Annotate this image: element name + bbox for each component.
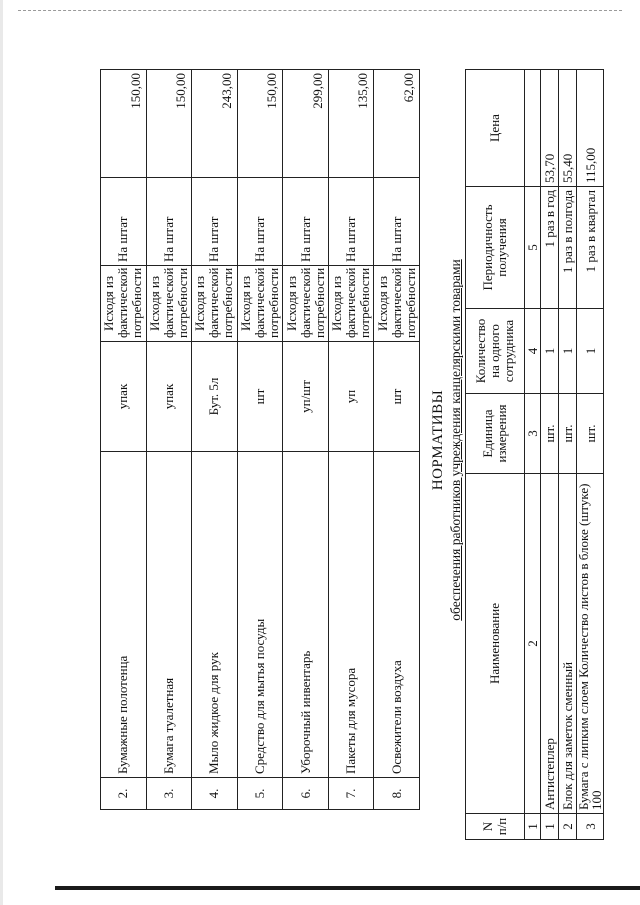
- item-norm: На штат: [374, 178, 420, 266]
- header-period: Периодичность получения: [466, 187, 525, 309]
- item-name: Пакеты для мусора: [328, 452, 374, 778]
- row-number: 3.: [146, 778, 192, 810]
- item-norm: На штат: [146, 178, 192, 266]
- item-basis-line: фактической: [160, 267, 176, 338]
- supplies-table: [100, 69, 420, 810]
- item-name: Уборочный инвентарь: [283, 452, 329, 778]
- item-basis-line: потребности: [311, 267, 327, 338]
- scan-top-border: [18, 10, 622, 11]
- index-num: 1: [525, 814, 541, 840]
- item-name: Мыло жидкое для рук: [192, 452, 238, 778]
- item-basis: [283, 266, 329, 342]
- norm-row-number: 3: [577, 814, 604, 840]
- index-name: 2: [525, 474, 541, 814]
- scan-bottom-border: [55, 886, 640, 890]
- table-row: [559, 70, 577, 840]
- item-price: 150,00: [101, 70, 147, 178]
- item-basis-line: потребности: [265, 267, 281, 338]
- header-price: Цена: [466, 70, 525, 187]
- item-basis-line: фактической: [115, 267, 131, 338]
- rotated-page-content: [100, 70, 604, 836]
- norm-item-price: 55,40: [559, 70, 577, 187]
- norm-item-qty: 1: [577, 309, 604, 394]
- item-norm: На штат: [101, 178, 147, 266]
- norm-item-name: Бумага с липким слоем Количество листов в блоке (штуке) 100: [577, 474, 604, 814]
- index-qty: 4: [525, 309, 541, 394]
- item-price: 135,00: [328, 70, 374, 178]
- item-basis: [374, 266, 420, 342]
- row-number: 8.: [374, 778, 420, 810]
- item-name: Бумага туалетная: [146, 452, 192, 778]
- item-unit: уп/шт: [283, 342, 329, 452]
- norm-item-qty: 1: [541, 309, 559, 394]
- item-norm: На штат: [283, 178, 329, 266]
- norms-subtitle: обеспечения работников учреждения канцелярскими товарами: [448, 259, 463, 621]
- norm-row-number: 2: [559, 814, 577, 840]
- item-basis-line: Исходя из: [101, 275, 117, 332]
- norm-item-period: 1 раз в год: [541, 187, 559, 309]
- table-header-row: [466, 70, 525, 840]
- item-basis-line: Исходя из: [192, 275, 208, 332]
- table-row: [577, 70, 604, 840]
- item-basis-line: потребности: [220, 267, 236, 338]
- norm-item-unit: шт.: [559, 394, 577, 474]
- item-norm: На штат: [328, 178, 374, 266]
- item-price: 62,00: [374, 70, 420, 178]
- item-basis-line: фактической: [297, 267, 313, 338]
- item-basis-line: Исходя из: [329, 275, 345, 332]
- table-row: [192, 70, 238, 810]
- row-number: 7.: [328, 778, 374, 810]
- item-basis-line: фактической: [388, 267, 404, 338]
- norms-title: НОРМАТИВЫ: [430, 389, 446, 491]
- header-qty: Количество на одного сотрудника: [466, 309, 525, 394]
- table-row: [541, 70, 559, 840]
- header-name: Наименование: [466, 474, 525, 814]
- item-norm: На штат: [192, 178, 238, 266]
- norm-item-price: 53,70: [541, 70, 559, 187]
- item-basis: [328, 266, 374, 342]
- item-basis-line: потребности: [402, 267, 418, 338]
- item-unit: Бут. 5л: [192, 342, 238, 452]
- item-basis-line: фактической: [251, 267, 267, 338]
- item-basis: [146, 266, 192, 342]
- item-name: Средство для мытья посуды: [237, 452, 283, 778]
- item-name: Освежители воздуха: [374, 452, 420, 778]
- item-unit: упак: [146, 342, 192, 452]
- item-basis-line: потребности: [357, 267, 373, 338]
- item-price: 299,00: [283, 70, 329, 178]
- item-price: 243,00: [192, 70, 238, 178]
- norm-item-period: 1 раз в полгода: [559, 187, 577, 309]
- item-basis-line: Исходя из: [283, 275, 299, 332]
- item-basis: [101, 266, 147, 342]
- stationery-norms-table: [465, 69, 604, 840]
- norm-row-number: 1: [541, 814, 559, 840]
- header-num: N п/п: [466, 814, 525, 840]
- item-price: 150,00: [146, 70, 192, 178]
- norm-item-price: 115,00: [577, 70, 604, 187]
- item-price: 150,00: [237, 70, 283, 178]
- item-basis-line: Исходя из: [237, 275, 253, 332]
- scan-edge: [0, 0, 3, 905]
- norm-item-name: Антистеплер: [541, 474, 559, 814]
- item-norm: На штат: [237, 178, 283, 266]
- header-unit: Единица измерения: [466, 394, 525, 474]
- index-period: 5: [525, 187, 541, 309]
- item-unit: уп: [328, 342, 374, 452]
- item-basis-line: фактической: [343, 267, 359, 338]
- item-basis: [192, 266, 238, 342]
- table-row: [328, 70, 374, 810]
- item-name: Бумажные полотенца: [101, 452, 147, 778]
- norm-item-unit: шт.: [541, 394, 559, 474]
- norm-item-name: Блок для заметок сменный: [559, 474, 577, 814]
- item-basis: [237, 266, 283, 342]
- row-number: 6.: [283, 778, 329, 810]
- row-number: 5.: [237, 778, 283, 810]
- norm-item-qty: 1: [559, 309, 577, 394]
- item-unit: упак: [101, 342, 147, 452]
- index-price: [525, 70, 541, 187]
- item-unit: шт: [374, 342, 420, 452]
- table-row: [374, 70, 420, 810]
- table-row: [237, 70, 283, 810]
- item-basis-line: Исходя из: [146, 275, 162, 332]
- column-index-row: [525, 70, 541, 840]
- norm-item-period: 1 раз в квартал: [577, 187, 604, 309]
- item-basis-line: потребности: [129, 267, 145, 338]
- table-row: [146, 70, 192, 810]
- table-row: [101, 70, 147, 810]
- row-number: 2.: [101, 778, 147, 810]
- item-basis-line: фактической: [206, 267, 222, 338]
- row-number: 4.: [192, 778, 238, 810]
- item-basis-line: Исходя из: [374, 275, 390, 332]
- item-unit: шт: [237, 342, 283, 452]
- table-row: [283, 70, 329, 810]
- norm-item-unit: шт.: [577, 394, 604, 474]
- item-basis-line: потребности: [174, 267, 190, 338]
- index-unit: 3: [525, 394, 541, 474]
